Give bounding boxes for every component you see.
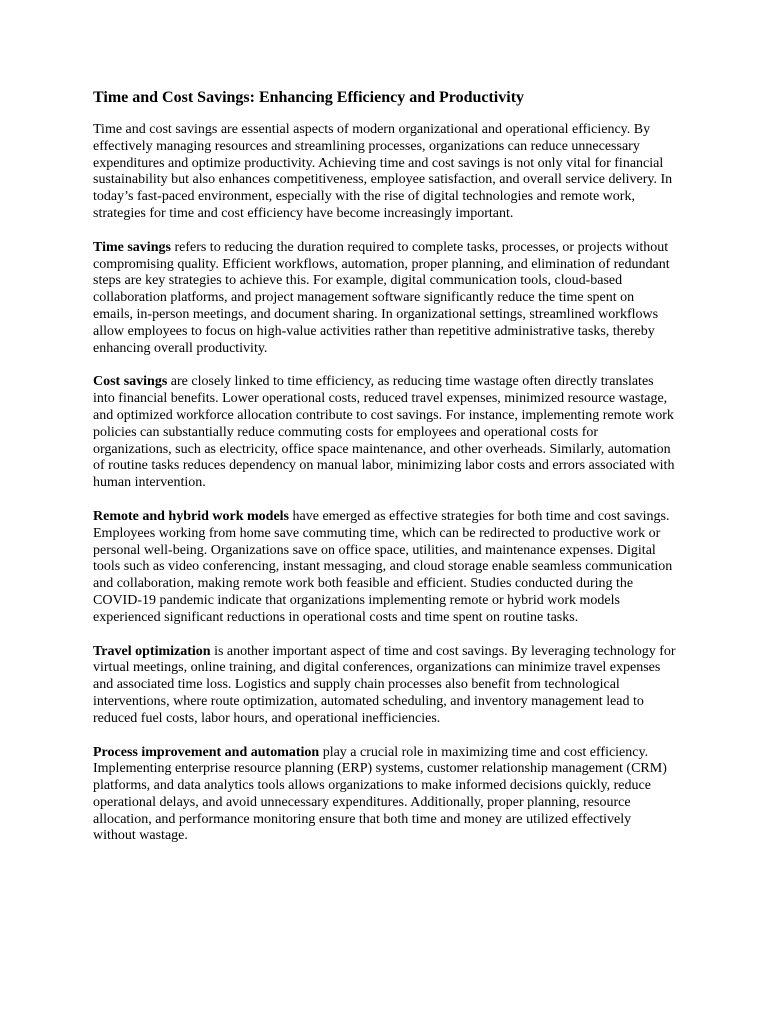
- process-improvement-text: play a crucial role in maximizing time and cost efficiency. Implementing enterprise resource planning (ERP) systems, customer relationship management (CRM) platforms, and data analytics tools allows organizations to make informed decisions quickly, reduce operational delays, and avoid unnecessary expenditures. Additionally, proper planning, resource allocation, and performance monitoring ensure that both time and money are utilized effectively without wastage.: [93, 744, 667, 844]
- remote-work-paragraph: [93, 509, 676, 627]
- document-body: [93, 88, 676, 862]
- time-savings-text: refers to reducing the duration required to complete tasks, processes, or projects without compromising quality. Efficient workflows, automation, proper planning, and elimination of redundant steps are key strategies to achieve this. For example, digital communication tools, cloud-based collaboration platforms, and project management software significantly reduce the time spent on emails, in-person meetings, and document sharing. In organizational settings, streamlined workflows allow employees to focus on high-value activities rather than repetitive administrative tasks, thereby enhancing overall productivity.: [93, 239, 670, 356]
- process-improvement-heading: Process improvement and automation: [93, 744, 320, 760]
- travel-optimization-paragraph: [93, 644, 676, 728]
- remote-work-text: have emerged as effective strategies for both time and cost savings. Employees working from home save commuting time, which can be redirected to productive work or personal well-being. Organizations save on office space, utilities, and maintenance expenses. Digital tools such as video conferencing, instant messaging, and cloud storage enable seamless communication and collaboration, making remote work both feasible and efficient. Studies conducted during the COVID-19 pandemic indicate that organizations implementing remote or hybrid work models experienced significant reductions in operational costs and time spent on routine tasks.: [93, 508, 673, 625]
- travel-optimization-text: is another important aspect of time and cost savings. By leveraging technology for virtual meetings, online training, and digital conferences, organizations can minimize travel expenses and associated time loss. Logistics and supply chain processes also benefit from technological interventions, where route optimization, automated scheduling, and inventory management lead to reduced fuel costs, labor hours, and operational inefficiencies.: [93, 643, 676, 726]
- cost-savings-heading: Cost savings: [93, 374, 168, 390]
- intro-paragraph: Time and cost savings are essential aspects of modern organizational and operational efficiency. By effectively managing resources and streamlining processes, organizations can reduce unnecessary expenditures and optimize productivity. Achieving time and cost savings is not only vital for financial sustainability but also enhances competitiveness, employee satisfaction, and overall service delivery. In today’s fast-paced environment, especially with the rise of digital technologies and remote work, strategies for time and cost efficiency have become increasingly important.: [93, 122, 673, 221]
- time-savings-heading: Time savings: [93, 239, 171, 255]
- remote-work-heading: Remote and hybrid work models: [93, 508, 290, 524]
- time-savings-paragraph: [93, 240, 676, 358]
- travel-optimization-heading: Travel optimization: [93, 643, 211, 659]
- document-title: Time and Cost Savings: Enhancing Efficiency and Productivity: [93, 89, 525, 106]
- cost-savings-paragraph: [93, 374, 676, 492]
- cost-savings-text: are closely linked to time efficiency, as reducing time wastage often directly translates into financial benefits. Lower operational costs, reduced travel expenses, minimized resource wastage, and optimized workforce allocation contribute to cost savings. For instance, implementing remote work policies can substantially reduce commuting costs for employees and operational costs for organizations, such as electricity, office space maintenance, and other overheads. Similarly, automation of routine tasks reduces dependency on manual labor, minimizing labor costs and errors associated with human intervention.: [93, 374, 675, 491]
- process-improvement-paragraph: [93, 745, 676, 846]
